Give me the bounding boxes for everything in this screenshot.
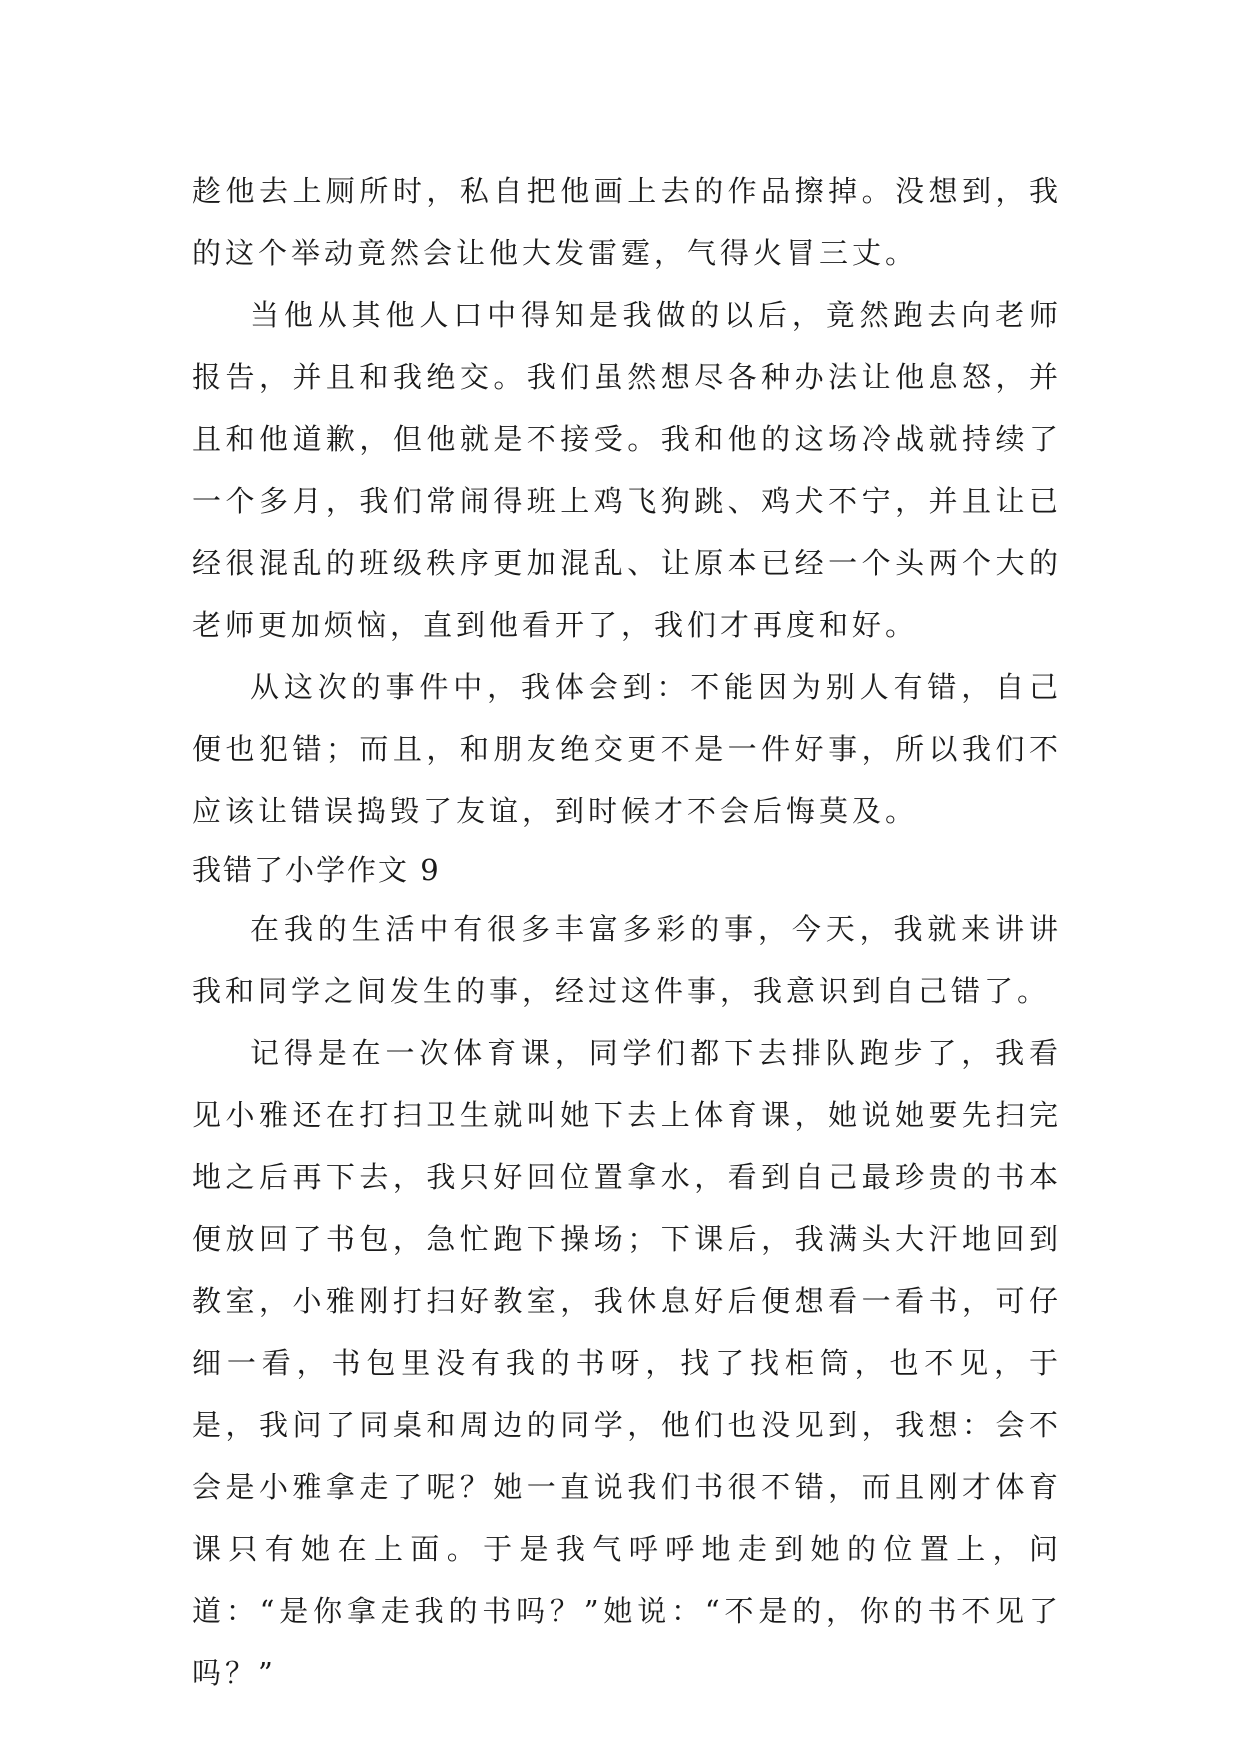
paragraph: 记得是在一次体育课，同学们都下去排队跑步了，我看见小雅还在打扫卫生就叫她下去上体育课，她说她要先扫完地之后再下去，我只好回位置拿水，看到自己最珍贵的书本便放回了书包，急忙跑下操场；下课后，我满头大汗地回到教室，小雅刚打扫好教室，我休息好后便想看一看书，可仔细一看，书包里没有我的书呀，找了找柜筒，也不见，于是，我问了同桌和周边的同学，他们也没见到，我想：会不会是小雅拿走了呢？她一直说我们书很不错，而且刚才体育课只有她在上面。于是我气呼呼地走到她的位置上，问道：“是你拿走我的书吗？”她说：“不是的，你的书不见了吗？”	[192, 1036, 1062, 1690]
essay-heading: 我错了小学作文 9	[192, 853, 441, 887]
paragraph-continued: 趁他去上厕所时，私自把他画上去的作品擦掉。没想到，我的这个举动竟然会让他大发雷霆，气得火冒三丈。	[192, 174, 1062, 270]
paragraph: 当他从其他人口中得知是我做的以后，竟然跑去向老师报告，并且和我绝交。我们虽然想尽各种办法让他息怒，并且和他道歉，但他就是不接受。我和他的这场冷战就持续了一个多月，我们常闹得班上鸡飞狗跳、鸡犬不宁，并且让已经很混乱的班级秩序更加混乱、让原本已经一个头两个大的老师更加烦恼，直到他看开了，我们才再度和好。	[192, 298, 1062, 642]
document-body	[192, 160, 1062, 1704]
paragraph: 从这次的事件中，我体会到：不能因为别人有错，自己便也犯错；而且，和朋友绝交更不是一件好事，所以我们不应该让错误捣毁了友谊，到时候才不会后悔莫及。	[192, 670, 1062, 828]
paragraph: 在我的生活中有很多丰富多彩的事，今天，我就来讲讲我和同学之间发生的事，经过这件事，我意识到自己错了。	[192, 912, 1062, 1008]
